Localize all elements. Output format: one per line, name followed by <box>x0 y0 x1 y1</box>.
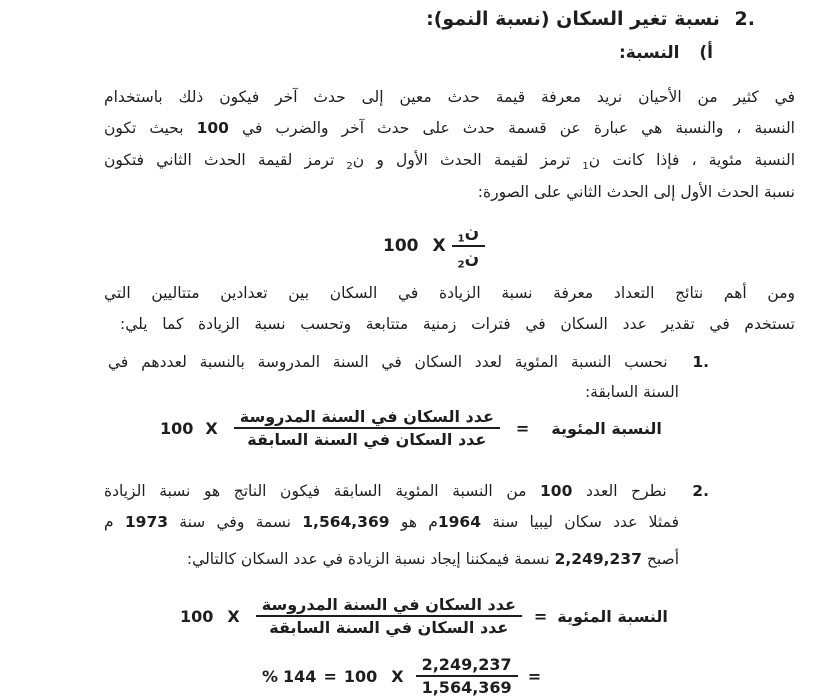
paragraph1-line2-tail: بحيث تكون <box>104 119 184 137</box>
section-heading <box>426 8 755 30</box>
subscript-2: 2 <box>346 161 353 173</box>
formula2-equals: = <box>515 418 530 438</box>
formula3-numerator: عدد السكان في السنة المدروسة <box>256 595 522 617</box>
year-1973: 1973 <box>124 513 169 531</box>
formula1-times: X <box>432 236 446 257</box>
paragraph1-line1: في كثير من الأحيان نريد معرفة قيمة حدث معين إلى حدث آخر فيكون ذلك باستخدام <box>104 88 795 106</box>
formula3-multiplier: 100 <box>180 606 214 626</box>
formula2-multiplier: 100 <box>160 418 194 438</box>
formula3-denominator: عدد السكان في السنة السابقة <box>269 618 509 637</box>
subsection-marker: أ) <box>699 43 713 63</box>
paragraph1-line4: نسبة الحدث الأول إلى الحدث الثاني على الصورة: <box>477 183 795 201</box>
paragraph2-line1: ومن أهم نتائج التعداد معرفة نسبة الزيادة في السكان بين تعدادين متتاليين التي <box>104 284 795 302</box>
formula2-denominator: عدد السكان في السنة السابقة <box>247 430 487 449</box>
step1-line1 <box>108 353 709 371</box>
formula2-label: النسبة المئوية <box>551 418 662 438</box>
paragraph1-line3-text: النسبة مئوية ، فإذا كانت ن <box>588 151 795 169</box>
step2-line2-b: م هو <box>400 513 438 531</box>
formula1-denominator-sub: 2 <box>457 259 465 271</box>
section-number: 2. <box>734 8 755 30</box>
step2-line2-d: م <box>104 513 114 531</box>
formula3-fraction <box>256 595 522 637</box>
step2-line3-b: نسمة فيمكننا إيجاد نسبة الزيادة في عدد السكان كالتالي: <box>186 550 550 568</box>
population-1964: 1,564,369 <box>302 513 390 531</box>
paragraph1-line2 <box>104 119 795 137</box>
subsection-title: النسبة: <box>618 43 680 63</box>
formula3-times: X <box>227 606 240 626</box>
step2-line2-a: فمثلا عدد سكان ليبيا سنة <box>492 513 679 531</box>
number-100: 100 <box>196 119 229 137</box>
formula4-multiplier: 100 <box>343 666 378 686</box>
step1-line2: السنة السابقة: <box>584 383 679 401</box>
step2-line1-b: من النسبة المئوية السابقة فيكون الناتج هو نسبة الزيادة <box>104 482 527 500</box>
formula3-equals: = <box>533 606 548 626</box>
formula4-fraction <box>416 655 518 697</box>
percentage-formula <box>160 407 662 449</box>
formula4-times: X <box>391 666 404 686</box>
formula2-times: X <box>205 418 218 438</box>
step1-number: 1. <box>692 353 709 371</box>
formula1-denominator: ن <box>464 248 480 269</box>
formula4-equals-result: = <box>323 666 337 686</box>
formula4-equals: = <box>527 666 542 686</box>
section-title: نسبة تغير السكان (نسبة النمو): <box>426 8 720 30</box>
step2-line2 <box>104 513 679 531</box>
formula1-numerator-sub: 1 <box>457 233 465 245</box>
paragraph1-line2-text: النسبة ، والنسبة هي عبارة عن قسمة حدث على حدث آخر والضرب في <box>242 119 795 137</box>
number-100: 100 <box>540 482 573 500</box>
ratio-formula <box>383 222 491 271</box>
formula3-label: النسبة المئوية <box>557 606 668 626</box>
formula4-percent: % <box>262 666 279 686</box>
formula4-numerator: 2,249,237 <box>416 655 518 677</box>
step2-number: 2. <box>692 482 709 500</box>
step2-line2-c: نسمة وفي سنة <box>179 513 291 531</box>
paragraph1-line3-tail: ترمز لقيمة الحدث الثاني فتكون <box>104 151 335 169</box>
step1-text: نحسب النسبة المئوية لعدد السكان في السنة المدروسة بالنسبة لعددهم في <box>108 353 668 371</box>
formula1-multiplier: 100 <box>383 236 419 257</box>
subsection-heading <box>619 43 713 63</box>
formula2-fraction <box>234 407 500 449</box>
growth-calculation <box>262 655 541 697</box>
formula4-result: 144 <box>283 666 317 686</box>
formula1-numerator: ن <box>464 222 480 242</box>
formula1-fraction <box>452 222 485 271</box>
step2-line3 <box>187 550 679 568</box>
paragraph1-line3-mid: ترمز لقيمة الحدث الأول و ن <box>352 151 571 169</box>
percentage-formula-repeat <box>180 595 668 637</box>
year-1964: 1964 <box>437 513 481 531</box>
formula4-denominator: 1,564,369 <box>421 678 512 697</box>
step2-line3-a: أصبح <box>646 550 679 568</box>
paragraph1-line3 <box>104 151 795 172</box>
population-1973: 2,249,237 <box>554 550 642 568</box>
step2-line1 <box>104 482 709 500</box>
formula2-numerator: عدد السكان في السنة المدروسة <box>234 407 500 429</box>
subscript-1: 1 <box>582 161 589 173</box>
step2-line1-a: نطرح العدد <box>585 482 667 500</box>
paragraph2-line2: تستخدم في تقدير عدد السكان في فترات زمنية متتابعة وتحسب نسبة الزيادة كما يلي: <box>120 315 795 333</box>
